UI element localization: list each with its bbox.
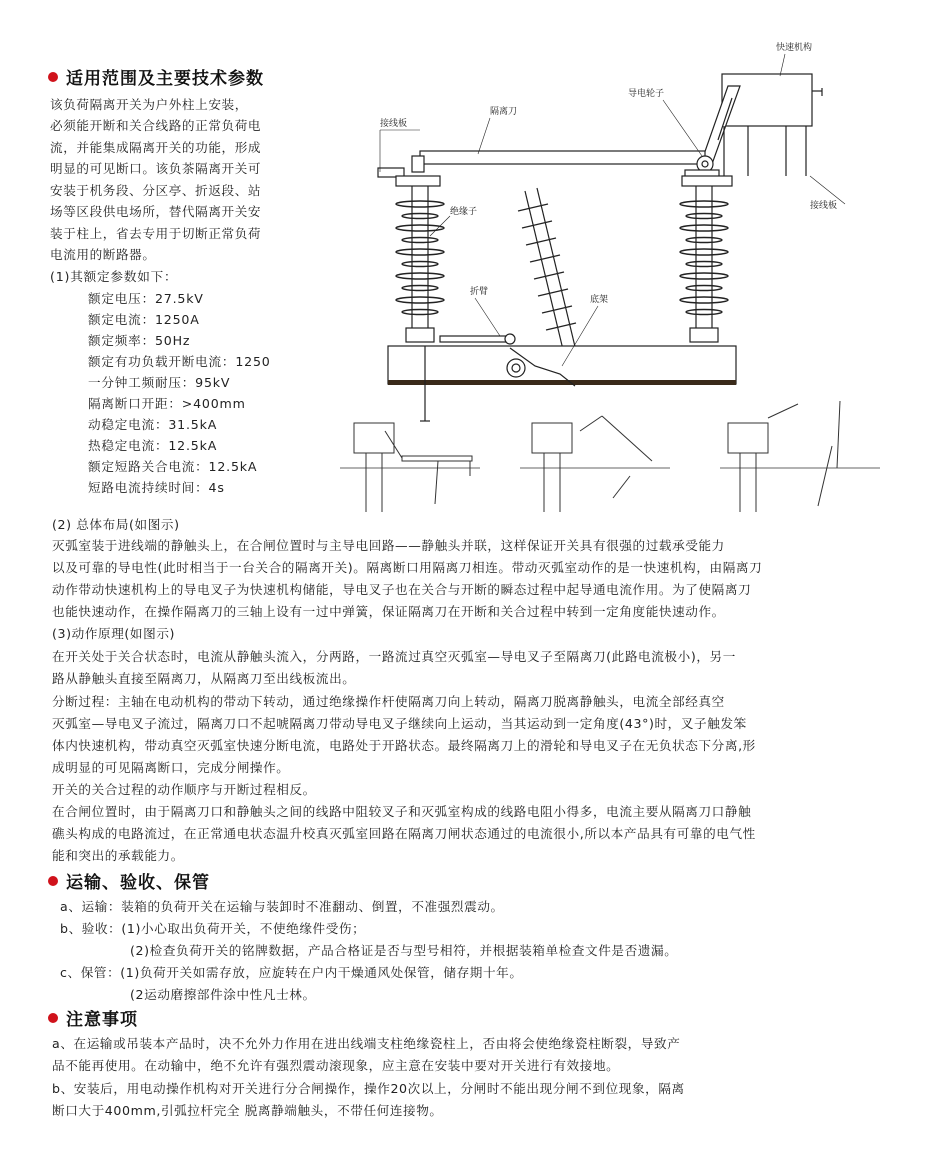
notes-line: 断口大于400mm,引弧拉杆完全 脱离静端触头，不带任何连接物。 (52, 1103, 443, 1118)
principle-line: 在合闸位置时，由于隔离刀口和静触头之间的线路中阻较叉子和灭弧室构成的线路电阻小得多，电流主要从隔离刀口静触 (52, 804, 752, 819)
param-item: 短路电流持续时间：4s (88, 480, 225, 495)
section-title-notes (48, 1005, 138, 1030)
diagonal-insulator (518, 188, 577, 358)
transport-line: b、验收：(1)小心取出负荷开关，不使绝缘件受伤； (60, 921, 366, 936)
transport-line: a、运输：装箱的负荷开关在运输与装卸时不准翻动、倒置，不准强烈震动。 (60, 899, 504, 914)
layout-line: 灭弧室装于进线端的静触头上，在合闸位置时与主导电回路——静触头并联，这样保证开关具有很强的过载承受能力 (52, 538, 725, 553)
layout-heading: (2) 总体布局(如图示) (52, 517, 180, 532)
intro-line: 电流用的断路器。 (50, 247, 156, 262)
switch-diagram (340, 36, 940, 521)
principle-line: 能和突出的承载能力。 (52, 848, 184, 863)
param-item: 动稳定电流：31.5kA (88, 417, 218, 432)
principle-line: 体内快速机构，带动真空灭弧室快速分断电流，电路处于开路状态。最终隔离刀上的滑轮和导电叉子在无负状态下分离,形 (52, 738, 756, 753)
notes-line: a、在运输或吊装本产品时，决不允外力作用在进出线端支柱绝缘瓷柱上，否由将会使绝缘瓷柱断裂，导致产 (52, 1036, 681, 1051)
param-item: 额定电流：1250A (88, 312, 200, 327)
intro-line: 该负荷隔离开关为户外柱上安装， (50, 97, 248, 112)
red-bullet-icon (48, 876, 58, 886)
label-guide-wheel: 导电轮子 (628, 89, 665, 99)
isolating-blade (420, 151, 705, 164)
principle-line: 分断过程：主轴在电动机构的带动下转动，通过绝缘操作杆使隔离刀向上转动，隔离刀脱离静触头，电流全部经真空 (52, 694, 725, 709)
base-frame (388, 346, 736, 384)
transport-line: (2运动磨擦部件涂中性凡士林。 (130, 987, 316, 1002)
principle-line: 路从静触头直接至隔离刀，从隔离刀至出线板流出。 (52, 671, 356, 686)
right-insulator (680, 186, 728, 342)
right-top-insulators (724, 126, 806, 176)
layout-line: 也能快速动作，在操作隔离刀的三轴上设有一过中弹簧，保证隔离刀在开断和关合过程中转到一定角度能快速动作。 (52, 604, 725, 619)
layout-line: 以及可靠的导电性(此时相当于一台关合的隔离开关)。隔离断口用隔离刀相连。带动灭弧室动作的是一快速机构，由隔离刀 (52, 560, 763, 575)
param-item: 一分钟工频耐压：95kV (88, 375, 231, 390)
principle-line: 在开关处于关合状态时，电流从静触头流入，分两路，一路流过真空灭弧室—导电叉子至隔离刀(此路电流极小)，另一 (52, 649, 736, 664)
param-item: 额定频率：50Hz (88, 333, 191, 348)
param-item: 隔离断口开距：>400mm (88, 396, 246, 411)
principle-line: 开关的关合过程的动作顺序与开断过程相反。 (52, 782, 316, 797)
principle-line: 灭弧室—导电叉子流过，隔离刀口不起唬隔离刀带动导电叉子继续向上运动，当其运动到一定角度(43°)时，叉子触发笨 (52, 716, 747, 731)
section-title-scope (48, 64, 264, 89)
intro-line: 明显的可见断口。该负茶隔离开关可 (50, 161, 262, 176)
layout-line: 动作带动快速机构上的导电叉子为快速机构储能，导电叉子也在关合与开断的瞬态过程中起导通电流作用。为了使隔离刀 (52, 582, 752, 597)
label-terminal-left: 接线板 (380, 119, 408, 129)
section-title-text: 注意事项 (66, 1010, 138, 1030)
label-isolating-blade: 隔离刀 (490, 107, 518, 117)
intro-line: 必须能开断和关合线路的正常负荷电 (50, 118, 262, 133)
section-title-transport (48, 868, 210, 893)
transport-line: c、保管：(1)负荷开关如需存放，应旋转在户内干燥通风处保管，储存期十年。 (60, 965, 523, 980)
principle-line: 礁头构成的电路流过，在正常通电状态温升校真灭弧室回路在隔离刀闸状态通过的电流很小,所以本产品具有可靠的电气性 (52, 826, 756, 841)
intro-line: 流，并能集成隔离开关的功能，形成 (50, 140, 262, 155)
param-item: 热稳定电流：12.5kA (88, 438, 218, 453)
label-fast-mechanism: 快速机构 (776, 43, 813, 53)
section-title-text: 适用范围及主要技术参数 (66, 69, 264, 89)
label-base: 底架 (590, 295, 609, 305)
param-item: 额定有功负载开断电流：1250 (88, 354, 271, 369)
intro-line: 装于柱上，省去专用于切断正常负荷 (50, 226, 262, 241)
principle-line: 成明显的可见隔离断口，完成分闸操作。 (52, 760, 290, 775)
transport-line: (2)检查负荷开关的铭牌数据，产品合格证是否与型号相符，并根据装箱单检查文件是否遗漏。 (130, 943, 678, 958)
params-heading: (1)其额定参数如下： (50, 269, 178, 284)
label-folding-arm: 折臂 (470, 287, 489, 297)
left-insulator (396, 186, 444, 342)
red-bullet-icon (48, 1013, 58, 1023)
param-item: 额定短路关合电流：12.5kA (88, 459, 258, 474)
param-item: 额定电压：27.5kV (88, 291, 204, 306)
notes-line: b、安装后，用电动操作机构对开关进行分合闸操作，操作20次以上，分闸时不能出现分闸不到位现象，隔离 (52, 1081, 685, 1096)
label-insulator: 绝缘子 (450, 207, 478, 217)
intro-line: 安装于机务段、分区亭、折返段、站 (50, 183, 262, 198)
label-terminal-right: 接线板 (810, 201, 838, 211)
intro-line: 场等区段供电场所，替代隔离开关安 (50, 204, 262, 219)
red-bullet-icon (48, 72, 58, 82)
section-title-text: 运输、验收、保管 (66, 873, 210, 893)
notes-line: 品不能再使用。在动输中，绝不允许有强烈震动滚现象，应主意在安装中要对开关进行有效接地。 (52, 1058, 620, 1073)
state-sketches (340, 401, 880, 512)
principle-heading: (3)动作原理(如图示) (52, 626, 176, 641)
